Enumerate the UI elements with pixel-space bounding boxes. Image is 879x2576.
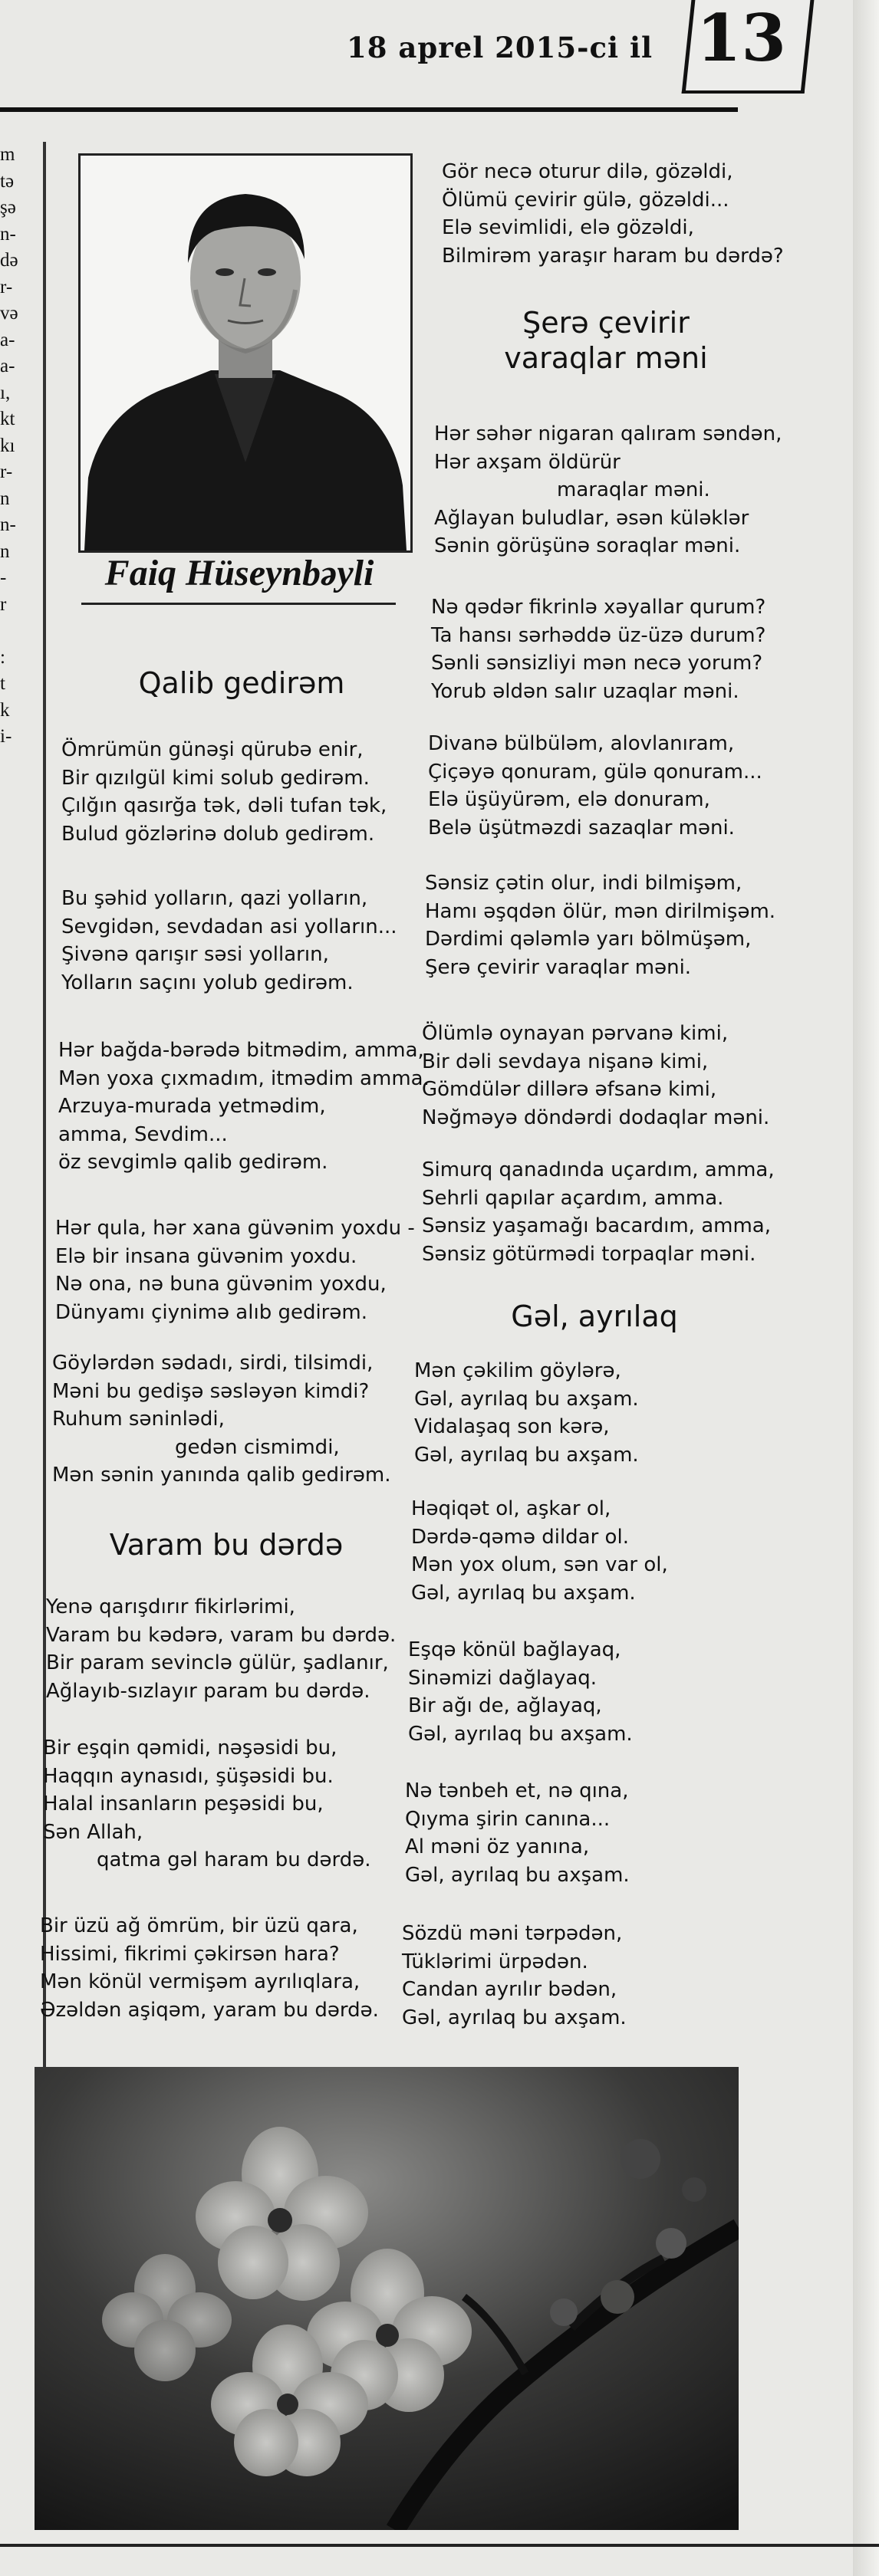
- stanza: Ömrümün günəşi qürubə enir, Bir qızılgül kimi solub gedirəm. Çılğın qasırğa tək, dəli tufan tək, Bulud gözlərinə dolub gedirəm.: [61, 738, 387, 846]
- stanza: Eşqə könül bağlayaq, Sinəmizi dağlayaq. Bir ağı de, ağlayaq, Gəl, ayrılaq bu axşam.: [408, 1638, 633, 1746]
- stanza: Sənsiz çətin olur, indi bilmişəm, Hamı əşqdən ölür, mən dirilmişəm. Dərdimi qələmlə yarı bölmüşəm, Şerə çevirir varaqlar məni.: [425, 872, 776, 979]
- stanza: Hər bağda-bərədə bitmədim, amma, Mən yoxa çıxmadım, itmədim amma. Arzuya-murada yetmədim, amma, Sevdim... öz sevgimlə qalib gedirəm.: [58, 1039, 430, 1174]
- stanza: Hər səhər nigaran qalıram səndən, Hər axşam öldürür maraqlar məni. Ağlayan buludlar, əsən küləklər Sənin görüşünə soraqlar məni.: [434, 422, 782, 557]
- stanza: Bir eşqin qəmidi, nəşəsidi bu, Haqqın aynasıdı, şüşəsidi bu. Halal insanların peşəsidi bu, Sən Allah, qatma gəl haram bu dərdə.: [43, 1737, 371, 1871]
- stanza: Bir üzü ağ ömrüm, bir üzü qara, Hissimi, fikrimi çəkirsən hara? Mən könül vermişəm ayrılıqlara, Əzəldən aşiqəm, yaram bu dərdə.: [40, 1914, 379, 2022]
- header-rule: [0, 107, 738, 112]
- author-portrait: [78, 153, 413, 553]
- blossom-photo: [35, 2067, 739, 2530]
- stanza: Ölümlə oynayan pərvanə kimi, Bir dəli sevdaya nişanə kimi, Gömdülər dillərə əfsanə kimi, Nəğməyə döndərdi dodaqlar məni.: [422, 1022, 770, 1129]
- stanza: Simurq qanadında uçardım, amma, Sehrli qapılar açardım, amma. Sənsiz yaşamağı bacardım, amma, Sənsiz götürmədi torpaqlar məni.: [422, 1158, 775, 1266]
- poem-title-sere: [430, 305, 782, 376]
- stanza: Gör necə oturur dilə, gözəldi, Ölümü çevirir gülə, gözəldi... Elə sevimlidi, elə gözəldi, Bilmirəm yaraşır haram bu dərdə?: [442, 160, 784, 268]
- stanza: Hər qula, hər xana güvənim yoxdu - Elə bir insana güvənim yoxdu. Nə ona, nə buna güvənim yoxdu, Dünyamı çiynimə alıb gedirəm.: [55, 1217, 415, 1324]
- page-edge: [853, 0, 879, 2576]
- stanza: Nə qədər fikrinlə xəyallar qurum? Ta hansı sərhəddə üz-üzə durum? Sənli sənsizliyi mən necə yorum? Yorub əldən salır uzaqlar məni.: [431, 596, 766, 703]
- stanza: Həqiqət ol, aşkar ol, Dərdə-qəmə dildar ol. Mən yox olum, sən var ol, Gəl, ayrılaq bu axşam.: [411, 1497, 668, 1605]
- poem-title-varam: Varam bu dərdə: [109, 1528, 344, 1562]
- stanza: Sözdü məni tərpədən, Tüklərimi ürpədən. Candan ayrılır bədən, Gəl, ayrılaq bu axşam.: [402, 1922, 627, 2029]
- stanza: Divanə bülbüləm, alovlanıram, Çiçəyə qonuram, gülə qonuram... Elə üşüyürəm, elə donuram, Belə üşütməzdi sazaqlar məni.: [428, 732, 762, 840]
- poem-title-line: varaqlar məni: [504, 341, 708, 375]
- stanza: Bu şəhid yolların, qazi yolların, Sevgidən, sevdadan asi yolların... Şivənə qarışır səsi yolların, Yolların saçını yolub gedirəm.: [61, 887, 397, 994]
- poem-title-gel: Gəl, ayrılaq: [511, 1300, 678, 1333]
- issue-date: 18 aprel 2015-ci il: [347, 31, 653, 64]
- cut-off-column: m tə şə n- də r- və a- a- ı, kt kı r- n n- n - r : t k i-: [0, 144, 18, 747]
- author-rule: [81, 603, 396, 605]
- poem-title-line: Şerə çevirir: [522, 306, 690, 340]
- page-number: 13: [696, 0, 786, 76]
- stanza: Nə tənbeh et, nə qına, Qıyma şirin canına... Al məni öz yanına, Gəl, ayrılaq bu axşam.: [405, 1779, 630, 1887]
- stanza: Göylərdən sədadı, sirdi, tilsimdi, Məni bu gedişə səsləyən kimdi? Ruhum səninlədi, gedən cismimdi, Mən sənin yanında qalib gedirəm.: [52, 1352, 391, 1487]
- stanza: Mən çəkilim göylərə, Gəl, ayrılaq bu axşam. Vidalaşaq son kərə, Gəl, ayrılaq bu axşam.: [414, 1359, 639, 1467]
- bottom-rule: [0, 2544, 879, 2547]
- author-name: Faiq Hüseynbəyli: [104, 553, 374, 593]
- poem-title-qalib: Qalib gedirəm: [138, 666, 345, 700]
- stanza: Yenə qarışdırır fikirlərimi, Varam bu kədərə, varam bu dərdə. Bir param sevinclə gülür, şadlanır, Ağlayıb-sızlayır param bu dərdə.: [46, 1595, 397, 1703]
